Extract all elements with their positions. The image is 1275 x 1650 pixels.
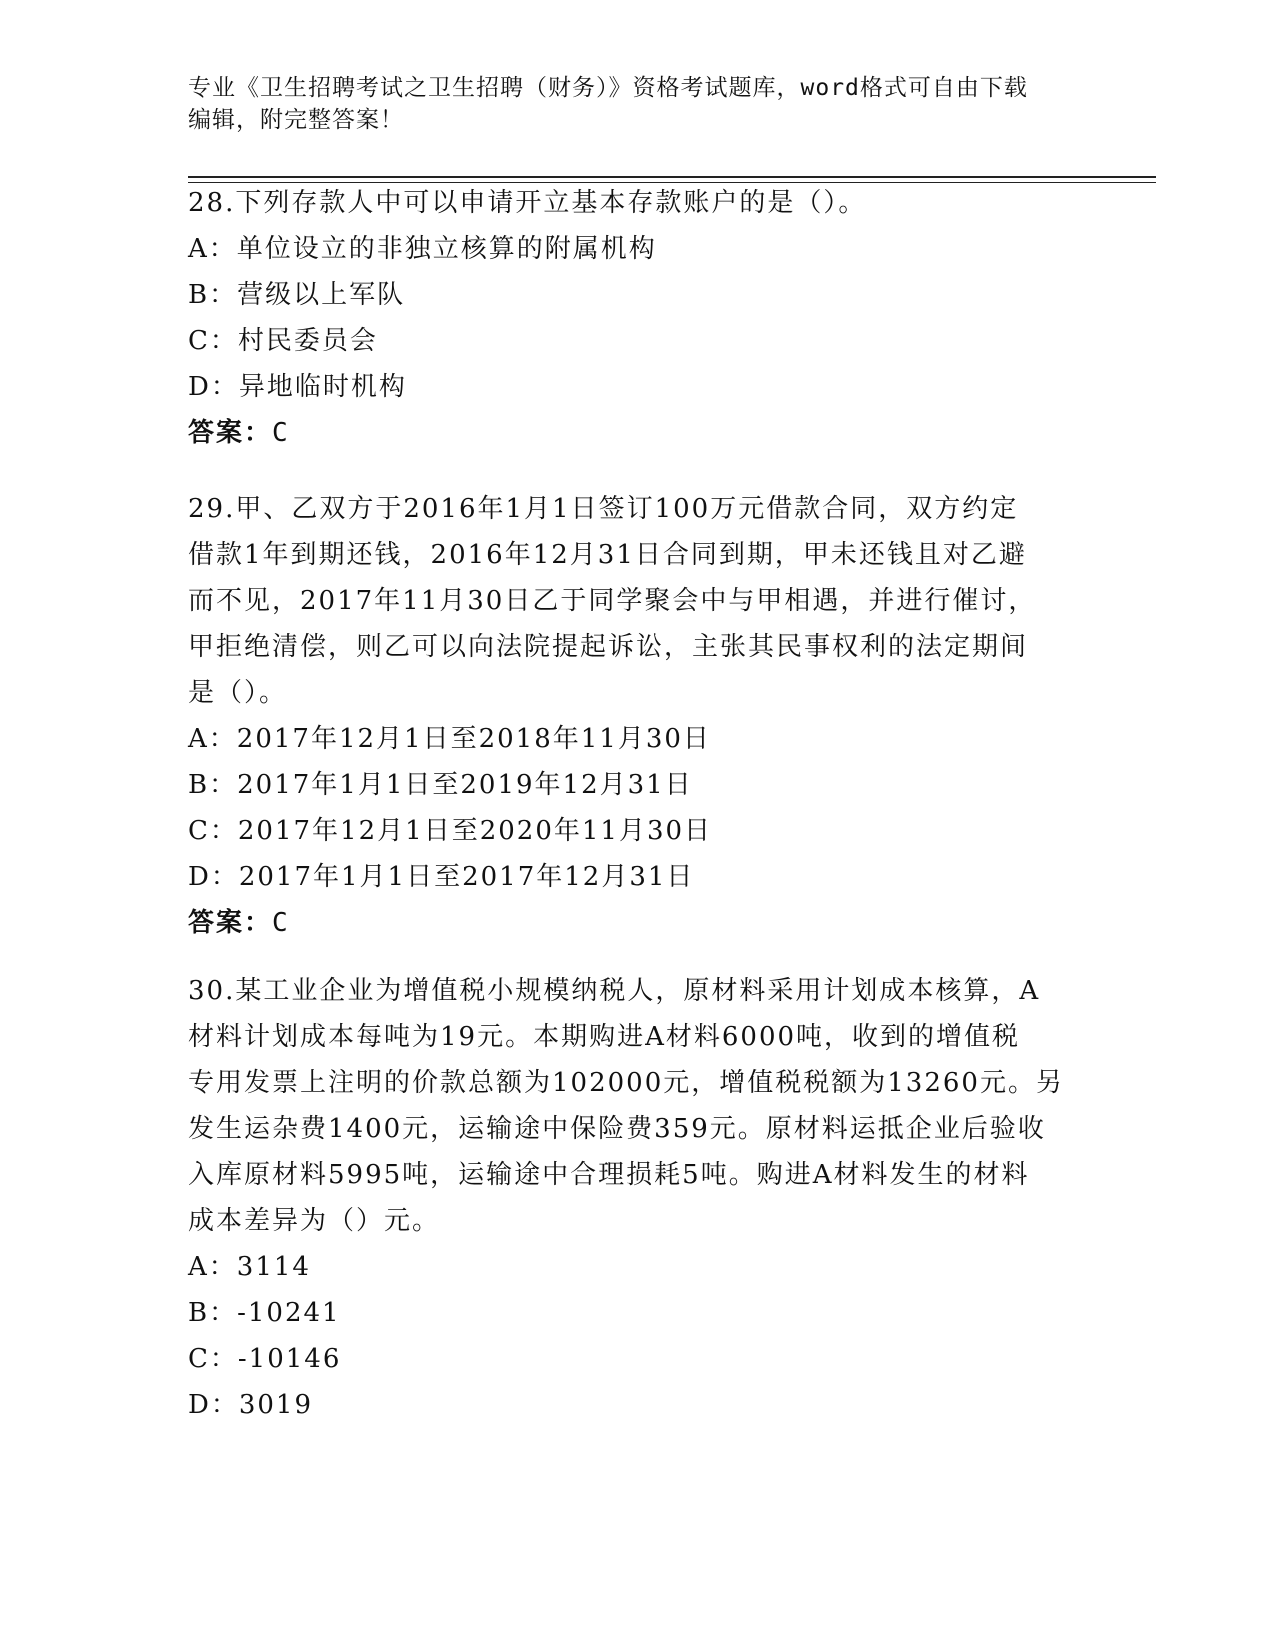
answer-label: 答案： <box>188 908 273 938</box>
question-text-line: 发生运杂费1400元，运输途中保险费359元。原材料运抵企业后验收 <box>188 1114 1046 1144</box>
answer-value: C <box>272 418 290 448</box>
question-text-line: 入库原材料5995吨，运输途中合理损耗5吨。购进A材料发生的材料 <box>188 1160 1030 1190</box>
question-text-line: 专用发票上注明的价款总额为102000元，增值税税额为13260元。另 <box>188 1068 1064 1098</box>
option-d: D：2017年1月1日至2017年12月31日 <box>188 862 695 892</box>
option-a: A：3114 <box>188 1252 311 1282</box>
option-a: A：单位设立的非独立核算的附属机构 <box>188 234 657 264</box>
answer-label: 答案： <box>188 418 273 448</box>
question-text-line: 28.下列存款人中可以申请开立基本存款账户的是（）。 <box>188 188 867 218</box>
answer-value: C <box>272 908 290 938</box>
question-text-line: 30.某工业企业为增值税小规模纳税人，原材料采用计划成本核算，A <box>188 976 1041 1006</box>
question-text-line: 而不见，2017年11月30日乙于同学聚会中与甲相遇，并进行催讨， <box>188 586 1037 616</box>
question-28 <box>188 180 1088 456</box>
header-line-2: 编辑，附完整答案！ <box>188 107 404 133</box>
answer-line <box>188 900 1088 946</box>
option-b: B：-10241 <box>188 1298 341 1328</box>
question-text-line: 是（）。 <box>188 678 288 708</box>
option-a: A：2017年12月1日至2018年11月30日 <box>188 724 711 754</box>
header-line-1: 专业《卫生招聘考试之卫生招聘（财务）》资格考试题库，word格式可自由下载 <box>188 75 1028 101</box>
option-b: B：2017年1月1日至2019年12月31日 <box>188 770 693 800</box>
question-text-line: 成本差异为（）元。 <box>188 1206 441 1236</box>
question-text-line: 甲拒绝清偿，则乙可以向法院提起诉讼，主张其民事权利的法定期间 <box>188 632 1029 662</box>
question-text-line: 材料计划成本每吨为19元。本期购进A材料6000吨，收到的增值税 <box>188 1022 1021 1052</box>
document-header <box>188 72 1088 136</box>
option-c: C：2017年12月1日至2020年11月30日 <box>188 816 713 846</box>
option-c: C：-10146 <box>188 1344 342 1374</box>
question-text-line: 借款1年到期还钱，2016年12月31日合同到期，甲未还钱且对乙避 <box>188 540 1027 570</box>
option-c: C：村民委员会 <box>188 326 378 356</box>
question-text-line: 29.甲、乙双方于2016年1月1日签订100万元借款合同，双方约定 <box>188 494 1019 524</box>
option-d: D：3019 <box>188 1390 314 1420</box>
answer-line <box>188 410 1088 456</box>
header-divider-thick <box>188 176 1156 178</box>
question-30 <box>188 968 1088 1428</box>
option-b: B：营级以上军队 <box>188 280 406 310</box>
question-29 <box>188 486 1088 946</box>
option-d: D：异地临时机构 <box>188 372 407 402</box>
